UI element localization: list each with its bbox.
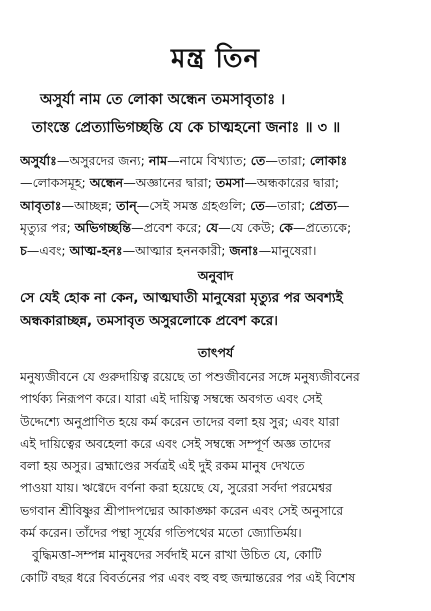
- synonym-word: অন্ধেন: [89, 175, 124, 191]
- translation-heading: অনুবাদ: [197, 268, 234, 283]
- synonyms-block: [20, 150, 416, 262]
- synonym-meaning: —আত্মার হননকারী;: [122, 242, 230, 258]
- synonyms-line: [20, 195, 416, 217]
- synonym-meaning: —প্রবেশ করে;: [131, 220, 206, 236]
- synonym-meaning: —সেই সমস্ত গ্রহগুলি;: [136, 197, 251, 213]
- purport-block: [20, 366, 416, 589]
- synonyms-line: [20, 150, 416, 172]
- synonym-word: কে: [279, 220, 293, 236]
- synonym-word: তান্: [116, 197, 137, 213]
- translation-block: [20, 288, 416, 333]
- synonym-meaning: —আচ্ছন্ন;: [61, 197, 117, 213]
- synonyms-line: [20, 217, 416, 239]
- purport-line: উদ্দেশ্যে অনুপ্রাণিত হয়ে কর্ম করেন তাদের বলা হয় সুর; এবং যারা: [20, 413, 340, 429]
- purport-line: এই দায়িত্বের অবহেলা করে এবং সেই সম্বন্ধে সম্পূর্ণ অজ্ঞ তাদের: [20, 435, 331, 451]
- synonyms-line: [20, 240, 416, 262]
- synonym-meaning: —তারা;: [264, 197, 310, 213]
- synonym-word: প্রেত্য: [309, 197, 337, 213]
- synonym-meaning: —যে কেউ;: [218, 220, 279, 236]
- synonym-word: অভিগচ্ছন্তি: [74, 220, 132, 236]
- purport-line: মনুষ্যজীবনে যে গুরুদায়িত্ব রয়েছে তা পশুজীবনের সঙ্গে মনুষ্যজীবনের: [20, 369, 360, 384]
- verse-line-1: অসুর্যা নাম তে লোকা অন্ধেন তমসাবৃতাঃ ।: [40, 92, 286, 108]
- verse-line-2: তাংস্তে প্রেত্যাভিগচ্ছন্তি যে কে চাত্মহনো জনাঃ ॥ ৩ ॥: [32, 120, 341, 136]
- purport-line: কর্ম করেন। তাঁদের পন্থা সূর্যের গতিপথের মতো জ্যোতির্ময়।: [20, 525, 302, 541]
- synonym-meaning: —তারা;: [265, 153, 310, 168]
- synonyms-line: [20, 172, 416, 194]
- synonym-meaning: —অন্ধকারের দ্বারা;: [244, 175, 340, 191]
- synonym-meaning: —লোকসমূহ;: [20, 175, 90, 191]
- synonym-meaning: —এবং;: [26, 242, 70, 258]
- synonym-word: আবৃতাঃ: [20, 197, 62, 213]
- synonym-word: অসুর্যাঃ: [20, 153, 57, 168]
- translation-line: অন্ধকারাচ্ছন্ন, তমসাবৃত অসুরলোকে প্রবেশ করে।: [20, 313, 278, 329]
- purport-line: ভগবান শ্রীবিষ্ণুর শ্রীপাদপদ্মের আকাঙ্ক্ষা করেন এবং সেই অনুসারে: [20, 502, 344, 518]
- synonym-word: চ: [20, 242, 27, 258]
- synonym-meaning: —প্রত্যেকে;: [292, 220, 352, 236]
- synonym-meaning: —নামে বিখ্যাত;: [167, 153, 251, 168]
- purport-line: কোটি বছর ধরে বিবর্তনের পর এবং বহু বহু জন্মান্তরের পর এই বিশেষ: [20, 569, 356, 585]
- purport-heading: তাৎপর্য: [197, 345, 234, 360]
- synonym-meaning: —অজ্ঞানের দ্বারা;: [123, 175, 216, 191]
- purport-line: বুদ্ধিমত্তা-সম্পন্ন মানুষদের সর্বদাই মনে রাখা উচিত যে, কোটি: [32, 547, 322, 563]
- synonym-word: তে: [250, 197, 265, 213]
- synonym-meaning: —অসুরদের জন্য;: [56, 153, 149, 168]
- synonym-meaning: —মানুষেরা।: [258, 242, 317, 258]
- synonym-word: লোকাঃ: [309, 153, 348, 168]
- synonym-word: তমসা: [215, 175, 245, 191]
- synonym-word: নাম: [148, 153, 168, 168]
- purport-line: পাওয়া যায়। ঋগ্বেদে বর্ণনা করা হয়েছে যে, সুরেরা সর্বদা পরমেশ্বর: [20, 480, 332, 496]
- purport-line: বলা হয় অসুর। ব্রহ্মাণ্ডের সর্বত্রই এই দুই রকম মানুষ দেখতে: [20, 458, 305, 474]
- purport-line: পার্থক্য নিরূপণ করে। যারা এই দায়িত্ব সম্বন্ধে অবগত এবং সেই: [20, 391, 322, 407]
- mantra-title: মন্ত্র তিন: [170, 44, 260, 74]
- synonym-word: তে: [250, 153, 266, 168]
- synonym-word: আত্ম-হনঃ: [69, 242, 123, 258]
- synonym-word: জনাঃ: [229, 242, 259, 258]
- synonym-word: যে: [205, 220, 219, 236]
- translation-line: সে যেই হোক না কেন, আত্মঘাতী মানুষেরা মৃত্যুর পর অবশ্যই: [20, 291, 343, 306]
- synonym-meaning: —: [336, 197, 350, 213]
- synonym-meaning: মৃত্যুর পর;: [20, 220, 75, 236]
